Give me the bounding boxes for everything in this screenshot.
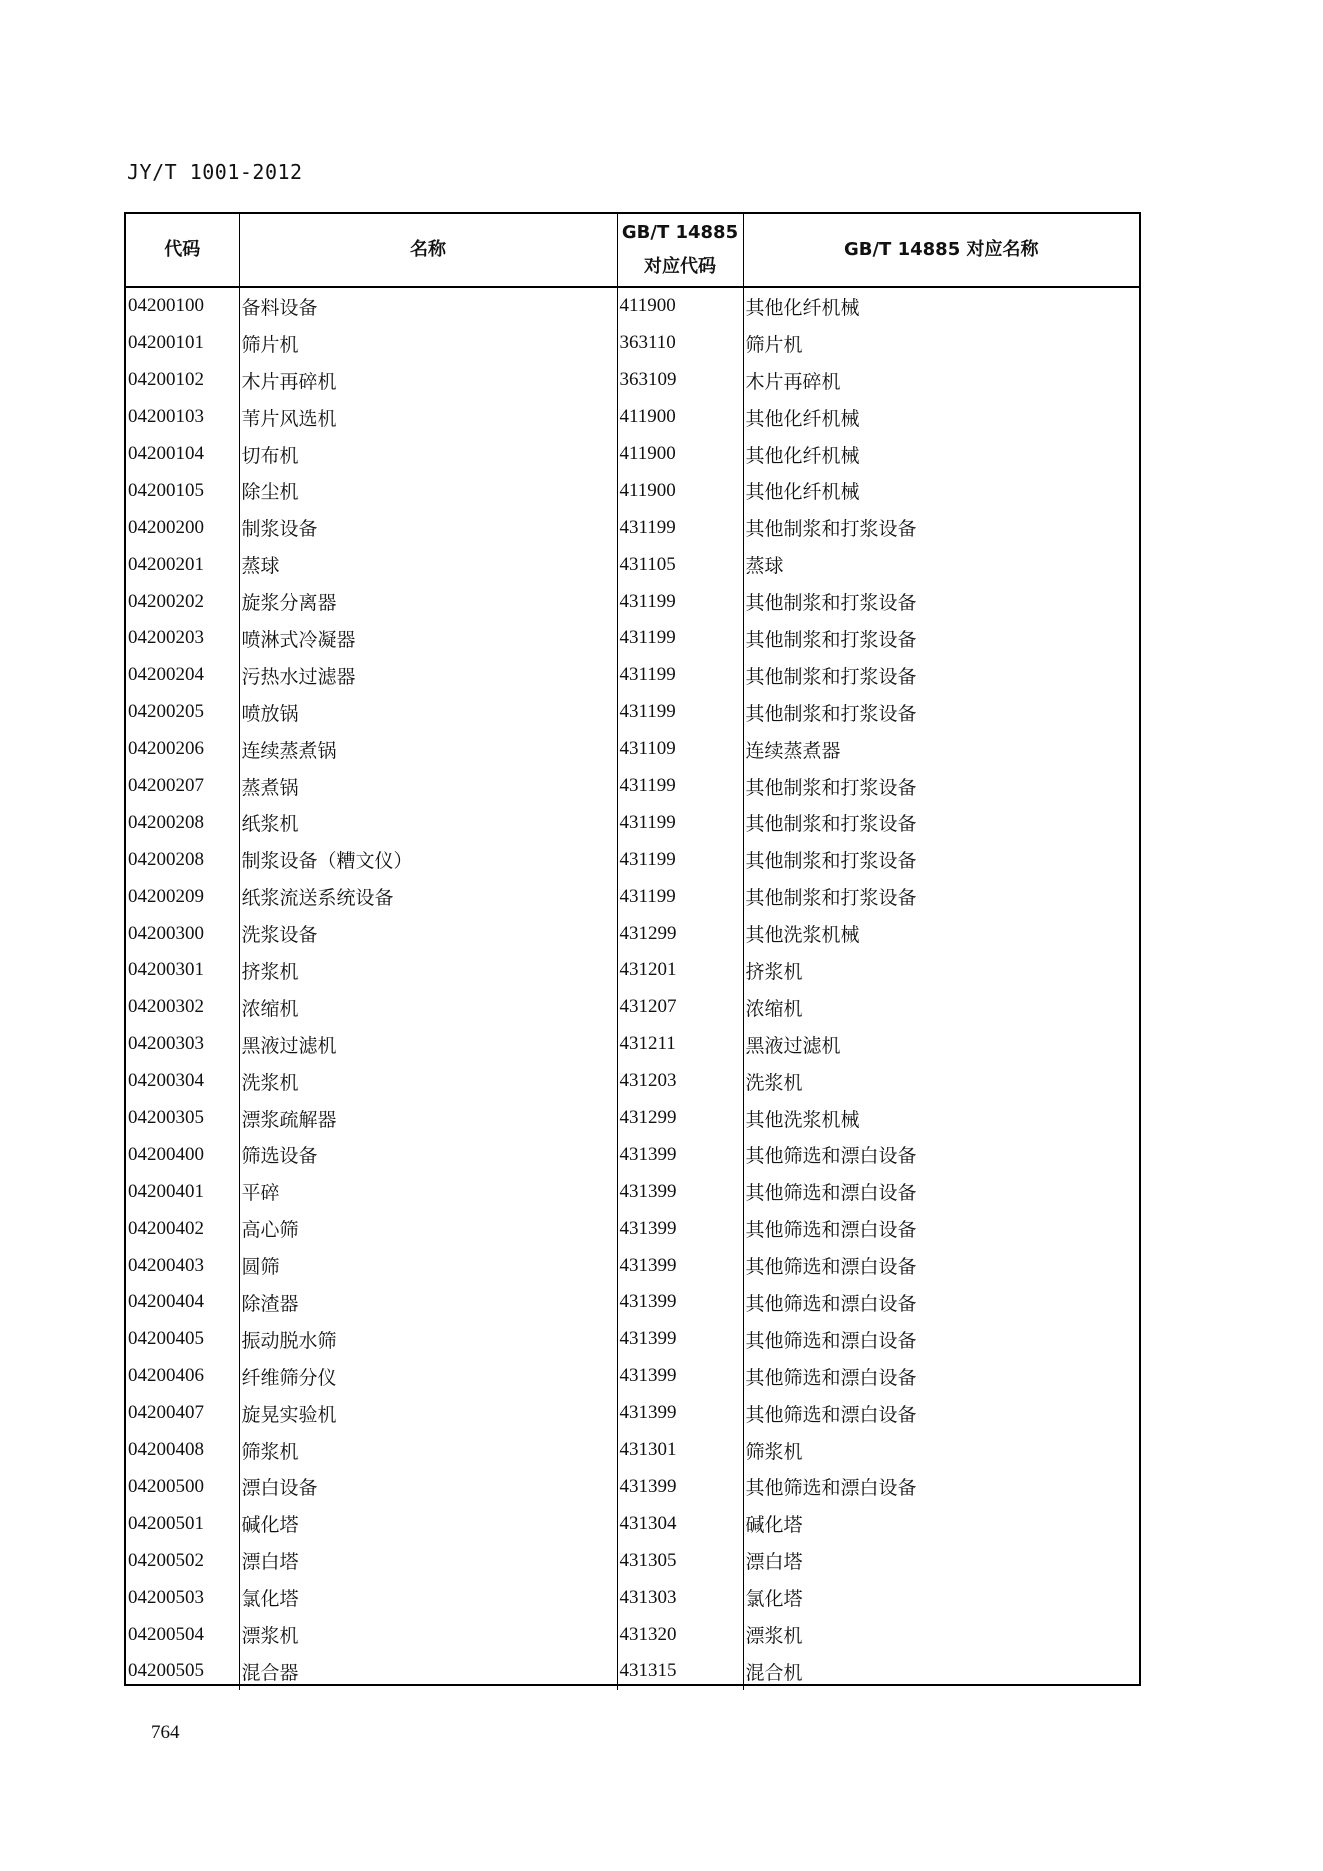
table-row [126,1395,1139,1432]
cell-name: 木片再碎机 [239,362,617,399]
cell-gb-name: 筛片机 [745,333,803,356]
cell-gb-code: 431399 [617,1210,743,1247]
cell-name: 混合器 [239,1653,617,1690]
cell-gb-code: 431199 [617,694,743,731]
cell-gb-name: 其他筛选和漂白设备 [745,1329,917,1352]
cell-code: 04200503 [126,1579,239,1616]
table-row [126,1210,1139,1247]
code-table-container [124,212,1141,1686]
cell-name: 连续蒸煮锅 [239,731,617,768]
table-row [126,1505,1139,1542]
table-row [126,583,1139,620]
cell-code: 04200502 [126,1542,239,1579]
cell-gb-name: 其他化纤机械 [745,407,860,430]
cell-gb-code: 431315 [617,1653,743,1690]
table-row [126,878,1139,915]
cell-code: 04200303 [126,1026,239,1063]
cell-gb-name: 其他洗浆机械 [745,924,860,947]
table-row [126,1100,1139,1137]
table-body [126,287,1139,1690]
cell-name: 漂浆机 [239,1616,617,1653]
cell-code: 04200201 [126,546,239,583]
table-row [126,1321,1139,1358]
table-row [126,546,1139,583]
cell-gb-code: 431199 [617,657,743,694]
cell-gb-code: 431320 [617,1616,743,1653]
cell-name: 洗浆机 [239,1063,617,1100]
table-row [126,731,1139,768]
cell-gb-code: 431399 [617,1136,743,1173]
column-header-gb-code-line1: GB/T 14885 [621,222,739,243]
cell-name: 蒸球 [239,546,617,583]
cell-gb-name: 其他筛选和漂白设备 [745,1403,917,1426]
table-row [126,399,1139,436]
cell-name: 旋浆分离器 [239,583,617,620]
standard-code-header: JY/T 1001-2012 [127,160,303,184]
cell-gb-name: 其他制浆和打浆设备 [745,702,917,725]
cell-gb-name: 氯化塔 [745,1588,803,1611]
cell-gb-code: 431207 [617,989,743,1026]
cell-gb-code: 431399 [617,1284,743,1321]
column-header-code: 代码 [126,214,239,287]
cell-name: 漂浆疏解器 [239,1100,617,1137]
cell-gb-code: 431199 [617,583,743,620]
cell-gb-code: 431305 [617,1542,743,1579]
cell-gb-name: 其他筛选和漂白设备 [745,1292,917,1315]
cell-gb-name: 漂浆机 [745,1625,803,1647]
cell-gb-code: 431199 [617,509,743,546]
cell-name: 纸浆流送系统设备 [239,878,617,915]
cell-gb-name: 其他制浆和打浆设备 [745,665,917,688]
cell-gb-name: 其他制浆和打浆设备 [745,518,917,541]
cell-gb-name: 其他制浆和打浆设备 [745,887,917,910]
cell-gb-name: 其他制浆和打浆设备 [745,592,917,615]
cell-code: 04200501 [126,1505,239,1542]
table-row [126,362,1139,399]
cell-name: 制浆设备（糟文仪） [239,841,617,878]
cell-gb-name: 其他制浆和打浆设备 [745,850,917,873]
cell-gb-code: 431199 [617,620,743,657]
table-row [126,1284,1139,1321]
column-header-gb-code-line2: 对应代码 [644,256,716,277]
cell-code: 04200401 [126,1173,239,1210]
cell-code: 04200302 [126,989,239,1026]
table-row [126,1136,1139,1173]
cell-code: 04200208 [126,841,239,878]
cell-code: 04200103 [126,399,239,436]
cell-gb-code: 431304 [617,1505,743,1542]
cell-code: 04200404 [126,1284,239,1321]
cell-name: 圆筛 [239,1247,617,1284]
cell-gb-name: 其他筛选和漂白设备 [745,1366,917,1389]
cell-code: 04200209 [126,878,239,915]
cell-code: 04200407 [126,1395,239,1432]
cell-code: 04200100 [126,287,239,325]
table-row [126,694,1139,731]
cell-gb-code: 431399 [617,1247,743,1284]
cell-gb-code: 431199 [617,804,743,841]
cell-name: 制浆设备 [239,509,617,546]
cell-code: 04200104 [126,436,239,473]
cell-gb-name: 其他筛选和漂白设备 [745,1145,917,1168]
cell-code: 04200408 [126,1432,239,1469]
cell-gb-name: 其他化纤机械 [745,444,860,467]
cell-gb-code: 363109 [617,362,743,399]
cell-name: 纤维筛分仪 [239,1358,617,1395]
code-table [126,214,1139,1690]
cell-gb-name: 其他筛选和漂白设备 [745,1219,917,1242]
column-header-name: 名称 [239,214,617,287]
table-row [126,1616,1139,1653]
cell-code: 04200300 [126,915,239,952]
cell-gb-name: 漂白塔 [745,1551,803,1574]
cell-code: 04200208 [126,804,239,841]
table-row [126,952,1139,989]
cell-code: 04200505 [126,1653,239,1690]
cell-gb-name: 其他筛选和漂白设备 [745,1256,917,1279]
cell-code: 04200504 [126,1616,239,1653]
cell-gb-code: 431199 [617,878,743,915]
cell-name: 黑液过滤机 [239,1026,617,1063]
table-row [126,1173,1139,1210]
cell-gb-name: 其他制浆和打浆设备 [745,813,917,836]
cell-code: 04200105 [126,472,239,509]
cell-gb-name: 连续蒸煮器 [745,739,841,762]
table-row [126,1579,1139,1616]
cell-gb-name: 混合机 [745,1661,803,1684]
table-row [126,1247,1139,1284]
cell-code: 04200200 [126,509,239,546]
cell-gb-code: 431303 [617,1579,743,1616]
cell-code: 04200206 [126,731,239,768]
cell-name: 除尘机 [239,472,617,509]
table-row [126,1026,1139,1063]
cell-gb-name: 木片再碎机 [745,370,841,393]
cell-name: 喷淋式冷凝器 [239,620,617,657]
cell-gb-code: 431299 [617,915,743,952]
cell-name: 除渣器 [239,1284,617,1321]
cell-gb-name: 其他洗浆机械 [745,1108,860,1131]
cell-gb-name: 浓缩机 [745,997,803,1020]
cell-name: 振动脱水筛 [239,1321,617,1358]
cell-name: 漂白设备 [239,1469,617,1506]
cell-gb-code: 431399 [617,1469,743,1506]
table-row [126,768,1139,805]
cell-gb-code: 431201 [617,952,743,989]
table-row [126,509,1139,546]
table-row [126,1469,1139,1506]
cell-code: 04200305 [126,1100,239,1137]
column-header-gb-code [617,214,743,287]
cell-gb-code: 431399 [617,1321,743,1358]
table-row [126,325,1139,362]
cell-name: 筛片机 [239,325,617,362]
table-row [126,804,1139,841]
cell-name: 高心筛 [239,1210,617,1247]
cell-gb-code: 431203 [617,1063,743,1100]
cell-gb-code: 431199 [617,841,743,878]
cell-code: 04200500 [126,1469,239,1506]
cell-gb-code: 411900 [617,472,743,509]
cell-name: 苇片风选机 [239,399,617,436]
table-row [126,1432,1139,1469]
cell-gb-code: 411900 [617,287,743,325]
cell-code: 04200403 [126,1247,239,1284]
cell-code: 04200402 [126,1210,239,1247]
table-row [126,989,1139,1026]
cell-gb-code: 431399 [617,1173,743,1210]
cell-code: 04200205 [126,694,239,731]
cell-code: 04200102 [126,362,239,399]
cell-code: 04200301 [126,952,239,989]
page-number: 764 [151,1722,180,1743]
cell-code: 04200405 [126,1321,239,1358]
cell-code: 04200203 [126,620,239,657]
table-header-row [126,214,1139,287]
cell-code: 04200101 [126,325,239,362]
cell-gb-name: 碱化塔 [745,1514,803,1537]
cell-name: 氯化塔 [239,1579,617,1616]
cell-gb-name: 洗浆机 [745,1071,803,1094]
cell-name: 浓缩机 [239,989,617,1026]
cell-name: 旋晃实验机 [239,1395,617,1432]
cell-gb-code: 431399 [617,1358,743,1395]
cell-gb-code: 363110 [617,325,743,362]
table-row [126,1542,1139,1579]
cell-gb-code: 431109 [617,731,743,768]
cell-name: 平碎 [239,1173,617,1210]
cell-code: 04200304 [126,1063,239,1100]
cell-gb-name: 其他筛选和漂白设备 [745,1182,917,1205]
cell-gb-code: 431199 [617,768,743,805]
table-row [126,1653,1139,1690]
cell-gb-code: 431399 [617,1395,743,1432]
cell-name: 切布机 [239,436,617,473]
cell-name: 筛浆机 [239,1432,617,1469]
cell-name: 筛选设备 [239,1136,617,1173]
cell-gb-name: 筛浆机 [745,1440,803,1463]
cell-gb-name: 其他筛选和漂白设备 [745,1477,917,1500]
table-row [126,841,1139,878]
cell-code: 04200204 [126,657,239,694]
cell-gb-name: 其他化纤机械 [745,296,860,319]
cell-name: 碱化塔 [239,1505,617,1542]
cell-gb-code: 411900 [617,399,743,436]
cell-gb-name: 其他制浆和打浆设备 [745,776,917,799]
table-row [126,915,1139,952]
cell-gb-name: 挤浆机 [745,960,803,983]
table-row [126,472,1139,509]
cell-name: 洗浆设备 [239,915,617,952]
table-row [126,436,1139,473]
table-row [126,1063,1139,1100]
cell-gb-code: 411900 [617,436,743,473]
cell-name: 蒸煮锅 [239,768,617,805]
cell-gb-name: 黑液过滤机 [745,1034,841,1057]
cell-gb-code: 431211 [617,1026,743,1063]
cell-code: 04200400 [126,1136,239,1173]
column-header-gb-name: GB/T 14885 对应名称 [743,214,1139,287]
cell-name: 挤浆机 [239,952,617,989]
cell-name: 喷放锅 [239,694,617,731]
cell-name: 污热水过滤器 [239,657,617,694]
table-row [126,657,1139,694]
cell-name: 纸浆机 [239,804,617,841]
table-row [126,1358,1139,1395]
cell-gb-name: 其他化纤机械 [745,481,860,504]
cell-code: 04200406 [126,1358,239,1395]
cell-gb-code: 431105 [617,546,743,583]
cell-name: 漂白塔 [239,1542,617,1579]
cell-code: 04200202 [126,583,239,620]
cell-gb-code: 431299 [617,1100,743,1137]
cell-name: 备料设备 [239,287,617,325]
cell-gb-name: 其他制浆和打浆设备 [745,628,917,651]
cell-gb-code: 431301 [617,1432,743,1469]
table-row [126,287,1139,325]
cell-gb-name: 蒸球 [745,555,784,578]
cell-code: 04200207 [126,768,239,805]
table-row [126,620,1139,657]
